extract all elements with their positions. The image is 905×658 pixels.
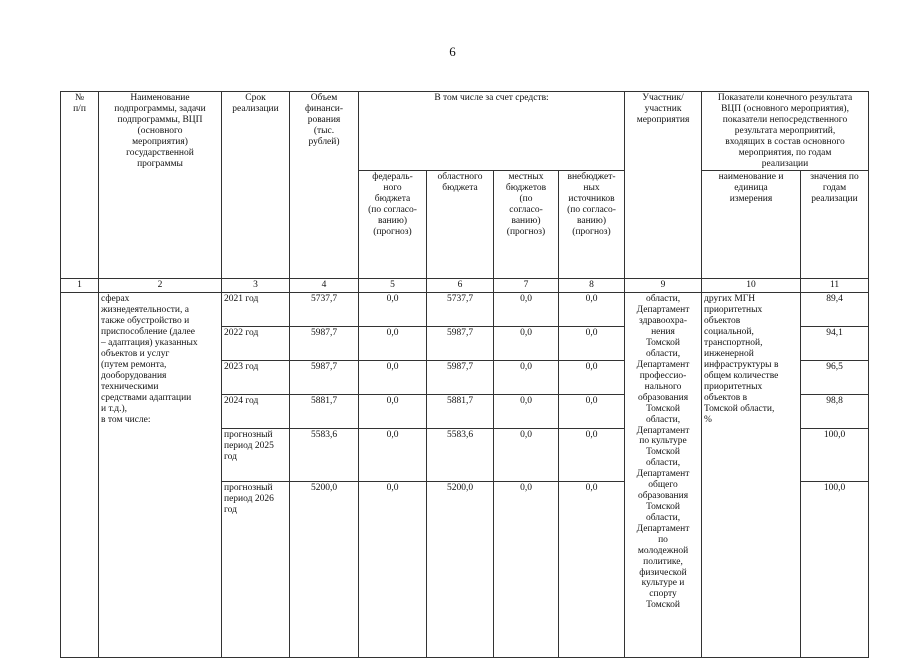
column-number: 3 [222,279,290,293]
header-total-funding: Объем финанси- рования (тыс. рублей) [290,92,359,279]
header-row-number: № п/п [61,92,99,279]
header-program-name: Наименование подпрограммы, задачи подпрограммы, ВЦП (основного мероприятия) государственной программы [99,92,222,279]
total-cell: 5583,6 [290,429,359,482]
page-number: 6 [449,44,456,59]
federal-cell: 0,0 [359,482,427,658]
column-numbers-row [61,279,869,293]
column-number: 2 [99,279,222,293]
header-regional-budget: областного бюджета [427,171,494,279]
header-indicator-name: наименование и единица измерения [702,171,801,279]
header-federal-budget: федераль- ного бюджета (по согласо- ванию) (прогноз) [359,171,427,279]
column-number: 9 [625,279,702,293]
column-number: 1 [61,279,99,293]
regional-cell: 5881,7 [427,395,494,429]
header-period: Срок реализации [222,92,290,279]
federal-cell: 0,0 [359,429,427,482]
regional-cell: 5987,7 [427,327,494,361]
column-number: 7 [494,279,559,293]
header-indicator-values: значения по годам реализации [801,171,869,279]
federal-cell: 0,0 [359,361,427,395]
extrabudgetary-cell: 0,0 [559,293,625,327]
program-table [60,91,869,658]
indicator-value-cell: 94,1 [801,327,869,361]
extrabudgetary-cell: 0,0 [559,327,625,361]
participant-cell: области, Департамент здравоохра- нения Томской области, Департамент профессио- нального образования Томской области, Департамент по культуре Томской области, Департамент общего образования Томской области, Департамент по молодежной политике, физической культуре и спорту Томской [625,293,702,658]
total-cell: 5200,0 [290,482,359,658]
period-cell: 2023 год [222,361,290,395]
column-number: 6 [427,279,494,293]
program-name-cell: сферах жизнедеятельности, а также обустройство и приспособление (далее – адаптация) указанных объектов и услуг (путем ремонта, дооборудования техническими средствами адаптации и т.д.), в том числе: [99,293,222,658]
extrabudgetary-cell: 0,0 [559,482,625,658]
total-cell: 5987,7 [290,361,359,395]
local-cell: 0,0 [494,429,559,482]
regional-cell: 5987,7 [427,361,494,395]
extrabudgetary-cell: 0,0 [559,361,625,395]
indicator-value-cell: 98,8 [801,395,869,429]
federal-cell: 0,0 [359,395,427,429]
regional-cell: 5200,0 [427,482,494,658]
header-funding-sources: В том числе за счет средств: [359,92,625,171]
local-cell: 0,0 [494,361,559,395]
period-cell: 2021 год [222,293,290,327]
column-number: 10 [702,279,801,293]
column-number: 11 [801,279,869,293]
period-cell: прогнозный период 2025 год [222,429,290,482]
header-participant: Участник/ участник мероприятия [625,92,702,279]
period-cell: 2022 год [222,327,290,361]
extrabudgetary-cell: 0,0 [559,429,625,482]
local-cell: 0,0 [494,293,559,327]
indicator-value-cell: 100,0 [801,482,869,658]
header-local-budget: местных бюджетов (по согласо- ванию) (прогноз) [494,171,559,279]
column-number: 5 [359,279,427,293]
regional-cell: 5583,6 [427,429,494,482]
federal-cell: 0,0 [359,327,427,361]
extrabudgetary-cell: 0,0 [559,395,625,429]
indicator-value-cell: 89,4 [801,293,869,327]
column-number: 4 [290,279,359,293]
local-cell: 0,0 [494,395,559,429]
total-cell: 5881,7 [290,395,359,429]
indicator-value-cell: 100,0 [801,429,869,482]
period-cell: 2024 год [222,395,290,429]
local-cell: 0,0 [494,327,559,361]
header-indicators: Показатели конечного результата ВЦП (основного мероприятия), показатели непосредственного результата мероприятий, входящих в состав основного мероприятия, по годам реализации [702,92,869,171]
row-number-cell [61,293,99,658]
table-row [61,293,869,327]
total-cell: 5737,7 [290,293,359,327]
federal-cell: 0,0 [359,293,427,327]
header-extrabudgetary: внебюджет- ных источников (по согласо- ванию) (прогноз) [559,171,625,279]
indicator-value-cell: 96,5 [801,361,869,395]
column-number: 8 [559,279,625,293]
indicator-name-cell: других МГН приоритетных объектов социальной, транспортной, инженерной инфраструктуры в общем количестве приоритетных объектов в Томской области, % [702,293,801,658]
local-cell: 0,0 [494,482,559,658]
period-cell: прогнозный период 2026 год [222,482,290,658]
total-cell: 5987,7 [290,327,359,361]
regional-cell: 5737,7 [427,293,494,327]
